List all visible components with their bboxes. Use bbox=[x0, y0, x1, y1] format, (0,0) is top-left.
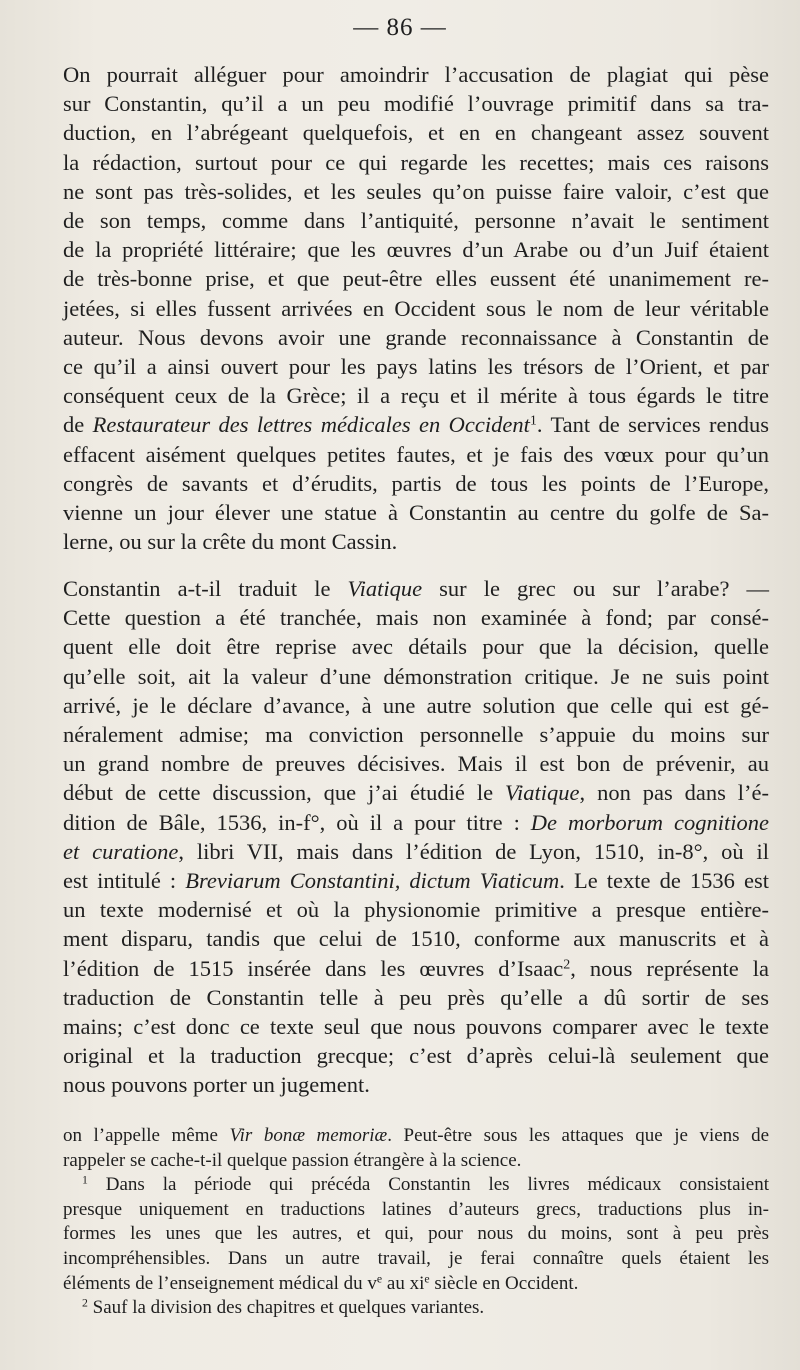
text-line bbox=[63, 866, 769, 895]
text-line: quent elle doit être reprise avec détails pour que la décision, quelle bbox=[63, 634, 769, 660]
text-line: ne sont pas très-solides, et les seules qu’on puisse faire valoir, c’est que bbox=[63, 178, 769, 204]
footnote-1 bbox=[63, 1173, 769, 1198]
paragraph-viatique bbox=[63, 574, 769, 1100]
text-run: Constantin a-t-il traduit le bbox=[63, 576, 348, 601]
text-line: duction, en l’abrégeant quelquefois, et en en changeant assez souvent bbox=[63, 120, 769, 146]
text-run: . Tant de services rendus bbox=[536, 412, 769, 438]
text-run: début de cette discussion, que j’ai étudié le bbox=[63, 780, 505, 806]
text-run: , non pas dans l’é- bbox=[579, 780, 769, 806]
text-line: de très-bonne prise, et que peut-être elles eussent été unanimement re- bbox=[63, 266, 769, 292]
text-run: . Le texte de 1536 est bbox=[559, 868, 769, 894]
text-line bbox=[63, 574, 769, 603]
footnote-line: incompréhensibles. Dans un autre travail, je ferai connaître quels étaient les bbox=[63, 1247, 769, 1269]
footnote-continuation bbox=[63, 1124, 769, 1149]
text-line bbox=[63, 837, 769, 866]
footnote-line bbox=[63, 1272, 769, 1297]
italic-term: Viatique bbox=[347, 576, 423, 601]
text-run: dition de Bâle, 1536, in-f°, où il a pour titre : bbox=[63, 809, 531, 835]
text-line: conséquent ceux de la Grèce; il a reçu et il mérite à tous égards le titre bbox=[63, 383, 769, 409]
text-line: un grand nombre de preuves décisives. Mais il est bon de prévenir, au bbox=[63, 751, 769, 777]
text-line: mains; c’est donc ce texte seul que nous pouvons comparer avec le texte bbox=[63, 1014, 769, 1040]
text-line bbox=[63, 808, 769, 837]
text-run: siècle en Occident. bbox=[429, 1272, 579, 1294]
text-line: traduction de Constantin telle à peu près qu’elle a dû sortir de ses bbox=[63, 984, 769, 1010]
footnote-ref-1: 1 bbox=[529, 413, 537, 429]
italic-title: et curatione bbox=[63, 838, 179, 864]
text-line: un texte modernisé et où la physionomie primitive a presque entière- bbox=[63, 897, 769, 923]
text-run: sur le grec ou sur l’arabe? — bbox=[422, 576, 770, 601]
page-number: — 86 — bbox=[353, 14, 447, 41]
text-line: original et la traduction grecque; c’est d’après celui-là seulement que bbox=[63, 1043, 769, 1069]
text-run: , nous représente la bbox=[570, 955, 770, 981]
footnote-mark-1: 1 bbox=[82, 1173, 88, 1187]
footnote-mark-2: 2 bbox=[82, 1296, 88, 1310]
text-line: qu’elle soit, ait la valeur d’une démonstration critique. Je ne suis point bbox=[63, 663, 769, 689]
superscript: e bbox=[376, 1272, 383, 1286]
text-line: la rédaction, surtout pour ce qui regarde les recettes; mais ces raisons bbox=[63, 149, 769, 175]
italic-title: Breviarum Constantini, dictum Viaticum bbox=[185, 868, 560, 894]
text-line: arrivé, je le déclare d’avance, à une autre solution que celle qui est gé- bbox=[63, 692, 769, 718]
text-line bbox=[63, 954, 769, 983]
text-run: Sauf la division des chapitres et quelques variantes. bbox=[87, 1297, 485, 1319]
text-run: est intitulé : bbox=[63, 868, 186, 894]
superscript: e bbox=[424, 1272, 430, 1286]
italic-title: De morborum cognitione bbox=[530, 809, 769, 835]
text-line: de la propriété littéraire; que les œuvres d’un Arabe ou d’un Juif étaient bbox=[63, 237, 769, 263]
text-run: l’édition de 1515 insérée dans les œuvres d’Isaac bbox=[63, 955, 564, 981]
italic-title: Restaurateur des lettres médicales en Occident bbox=[92, 412, 530, 438]
text-line: auteur. Nous devons avoir une grande reconnaissance à Constantin de bbox=[63, 324, 769, 350]
italic-phrase: Vir bonæ memoriæ bbox=[229, 1125, 388, 1146]
text-line: congrès de savants et d’érudits, partis de tous les points de l’Europe, bbox=[63, 470, 769, 496]
text-line: de son temps, comme dans l’antiquité, personne n’avait le sentiment bbox=[63, 208, 769, 234]
text-run: , libri VII, mais dans l’édition de Lyon, 1510, in-8°, où il bbox=[178, 838, 769, 864]
text-run: éléments de l’enseignement médical du v bbox=[63, 1272, 377, 1294]
footnotes bbox=[63, 1124, 769, 1321]
text-line: effacent aisément quelques petites fautes, et je fais des vœux pour qu’un bbox=[63, 441, 769, 467]
text-line: néralement admise; ma conviction personnelle s’appuie du moins sur bbox=[63, 722, 769, 748]
text-run: Dans la période qui précéda Constantin les livres médicaux consistaient bbox=[87, 1174, 769, 1196]
text-run: on l’appelle même bbox=[63, 1125, 230, 1146]
text-line: lerne, ou sur la crête du mont Cassin. bbox=[63, 529, 398, 555]
text-line: Cette question a été tranchée, mais non examinée à fond; par consé- bbox=[63, 605, 769, 631]
text-run: . Peut-être sous les attaques que je viens de bbox=[387, 1125, 769, 1146]
italic-term: Viatique bbox=[504, 780, 580, 806]
paragraph-plagiarism bbox=[63, 60, 769, 556]
text-line: ce qu’il a ainsi ouvert pour les pays latins les trésors de l’Orient, et par bbox=[63, 354, 769, 380]
footnote-2 bbox=[63, 1296, 769, 1321]
footnote-line: presque uniquement en traductions latines d’auteurs grecs, traductions plus in- bbox=[63, 1198, 769, 1220]
text-line: ment disparu, tandis que celui de 1510, conforme aux manuscrits et à bbox=[63, 926, 769, 952]
text-line: On pourrait alléguer pour amoindrir l’accusation de plagiat qui pèse bbox=[63, 62, 769, 87]
footnote-line: formes les unes que les autres, et qui, pour nous du moins, sont à peu près bbox=[63, 1223, 769, 1245]
text-line: vienne un jour élever une statue à Constantin au centre du golfe de Sa- bbox=[63, 500, 769, 526]
text-line: nous pouvons porter un jugement. bbox=[63, 1072, 370, 1098]
text-line: jetées, si elles fussent arrivées en Occident sous le nom de leur véritable bbox=[63, 295, 769, 321]
text-run: au xi bbox=[382, 1272, 425, 1294]
text-run: de bbox=[63, 412, 93, 438]
footnote-continuation: rappeler se cache-t-il quelque passion étrangère à la science. bbox=[63, 1149, 522, 1171]
text-line bbox=[63, 410, 769, 439]
text-line bbox=[63, 778, 769, 807]
footnote-ref-2: 2 bbox=[563, 956, 571, 972]
text-line: sur Constantin, qu’il a un peu modifié l’ouvrage primitif dans sa tra- bbox=[63, 91, 769, 117]
